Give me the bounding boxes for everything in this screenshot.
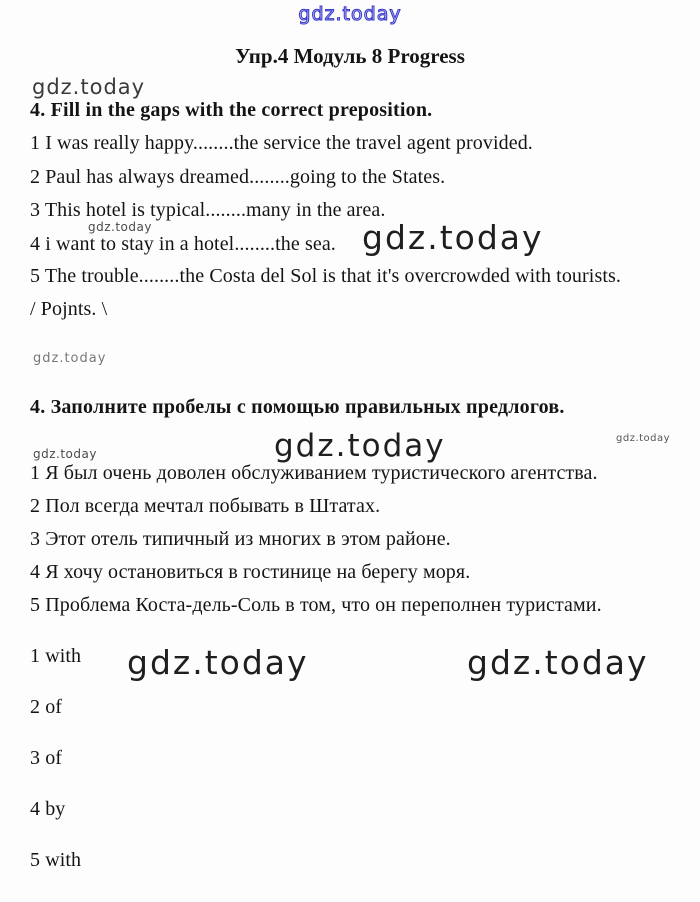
site-watermark-answers-left: gdz.today	[127, 643, 309, 682]
site-watermark-inline-tiny: gdz.today	[88, 220, 152, 234]
answer-3: 3 of	[30, 747, 63, 769]
task-ru-item-4: 4 Я хочу остановиться в гостинице на берегу моря.	[30, 561, 471, 583]
task-ru-item-3: 3 Этот отель типичный из многих в этом районе.	[30, 528, 451, 550]
answer-5: 5 with	[30, 849, 82, 871]
task-ru-item-1: 1 Я был очень доволен обслуживанием туристического агентства.	[30, 462, 598, 484]
site-watermark-left-tiny: gdz.today	[33, 447, 97, 461]
task-en-heading: 4. Fill in the gaps with the correct preposition.	[30, 99, 433, 121]
task-en-item-4: 4 i want to stay in a hotel........the sea.	[30, 233, 336, 255]
site-watermark-center-mid: gdz.today	[274, 428, 446, 464]
site-watermark-top: gdz.today	[298, 3, 402, 25]
points-note: / Pojnts. \	[30, 298, 108, 320]
answer-4: 4 by	[30, 798, 66, 820]
task-en-item-3: 3 This hotel is typical........many in the area.	[30, 199, 386, 221]
task-ru-item-2: 2 Пол всегда мечтал побывать в Штатах.	[30, 495, 381, 517]
answer-1: 1 with	[30, 645, 82, 667]
task-ru-heading: 4. Заполните пробелы с помощью правильных предлогов.	[30, 396, 565, 418]
answer-2: 2 of	[30, 696, 63, 718]
site-watermark-answers-right: gdz.today	[467, 643, 649, 682]
site-watermark-left-dark: gdz.today	[32, 75, 146, 99]
task-en-item-5: 5 The trouble........the Costa del Sol is that it's overcrowded with tourists.	[30, 265, 621, 287]
task-en-item-1: 1 I was really happy........the service the travel agent provided.	[30, 132, 533, 154]
page-title: Упр.4 Модуль 8 Progress	[235, 44, 465, 68]
site-watermark-gray-small: gdz.today	[33, 351, 107, 366]
site-watermark-right-xs: gdz.today	[616, 433, 671, 444]
site-watermark-inline-big: gdz.today	[362, 218, 544, 257]
task-en-item-2: 2 Paul has always dreamed........going to the States.	[30, 166, 446, 188]
task-ru-item-5: 5 Проблема Коста-дель-Соль в том, что он переполнен туристами.	[30, 594, 602, 616]
